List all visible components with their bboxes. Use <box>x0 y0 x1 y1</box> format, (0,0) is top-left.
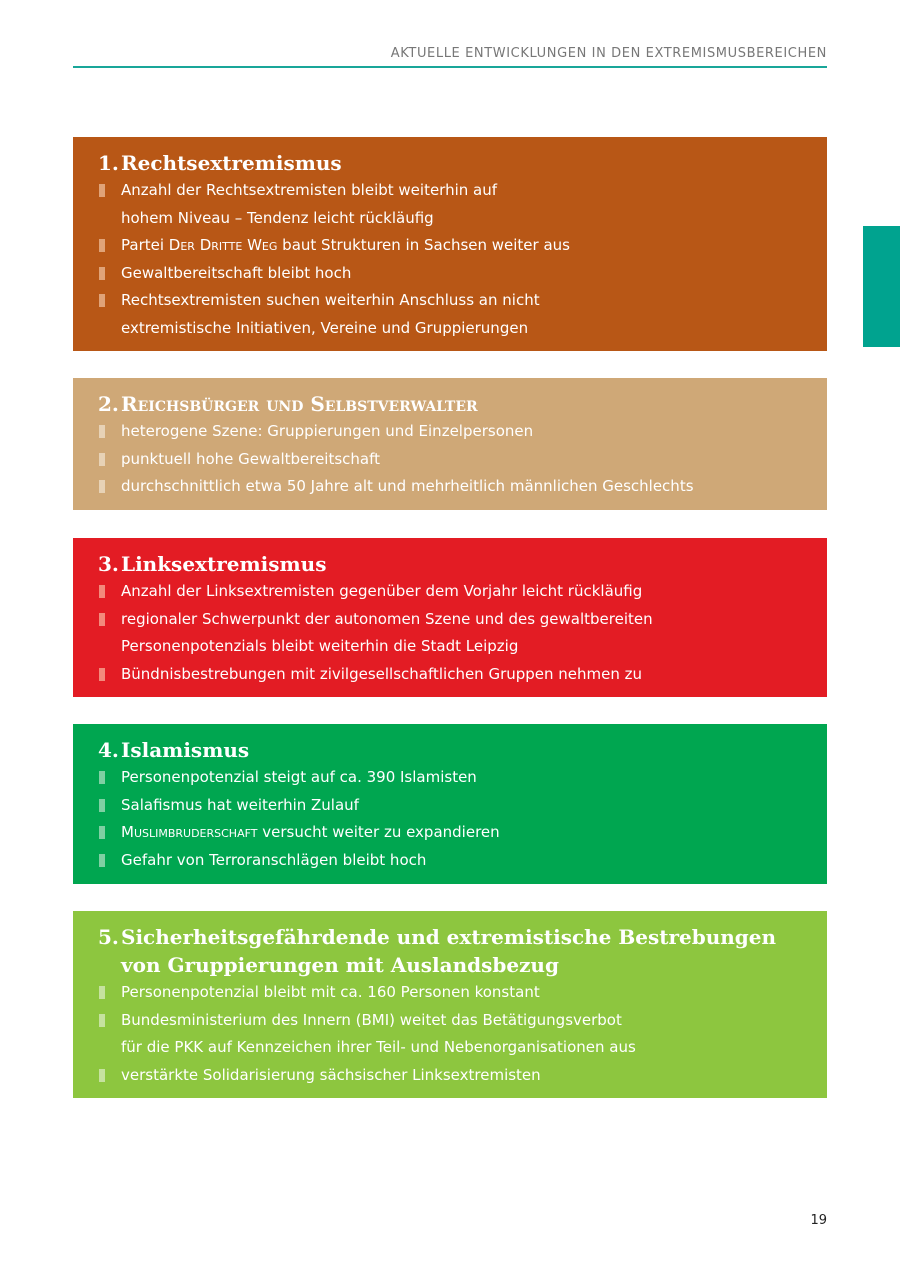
chapter-side-tab <box>863 226 900 347</box>
section-reichsbuerger <box>73 378 827 510</box>
list-item <box>98 661 807 689</box>
list-item <box>98 232 807 260</box>
bullet-icon <box>99 1014 105 1027</box>
list-item <box>98 1007 807 1062</box>
item-line: Muslimbruderschaft versucht weiter zu expandieren <box>121 823 500 841</box>
list-item <box>98 177 807 232</box>
list-item <box>98 1062 807 1090</box>
section-linksextremismus <box>73 538 827 697</box>
list-item <box>98 578 807 606</box>
bullet-icon <box>99 294 105 307</box>
section-heading: Reichsbürger und Selbstverwalter <box>121 392 478 416</box>
bullet-icon <box>99 613 105 626</box>
item-line: extremistische Initiativen, Vereine und Gruppierungen <box>121 318 529 337</box>
bullet-icon <box>99 184 105 197</box>
section-number: 5. <box>98 925 119 949</box>
page-header <box>73 44 827 68</box>
section-heading-line: Sicherheitsgefährdende und extremistische Bestrebungen <box>121 925 777 949</box>
section-heading: Rechtsextremismus <box>121 151 342 175</box>
bullet-icon <box>99 668 105 681</box>
item-line: Gewaltbereitschaft bleibt hoch <box>121 263 352 282</box>
section-heading-line: von Gruppierungen mit Auslandsbezug <box>121 953 559 977</box>
section-number: 2. <box>98 392 119 416</box>
bullet-icon <box>99 239 105 252</box>
item-line: Gefahr von Terroranschlägen bleibt hoch <box>121 850 427 869</box>
item-line: punktuell hohe Gewaltbereitschaft <box>121 449 381 468</box>
section-title <box>98 923 807 979</box>
list-item <box>98 792 807 820</box>
bullet-icon <box>99 986 105 999</box>
item-line: Salafismus hat weiterhin Zulauf <box>121 795 359 814</box>
section-heading: Linksextremismus <box>121 552 327 576</box>
list-item <box>98 260 807 288</box>
bullet-icon <box>99 1069 105 1082</box>
item-line: verstärkte Solidarisierung sächsischer Linksextremisten <box>121 1065 541 1084</box>
item-line: regionaler Schwerpunkt der autonomen Szene und des gewaltbereiten <box>121 609 653 628</box>
bullet-icon <box>99 480 105 493</box>
list-item <box>98 418 807 446</box>
item-line: heterogene Szene: Gruppierungen und Einzelpersonen <box>121 422 534 440</box>
section-islamismus <box>73 724 827 884</box>
list-item <box>98 446 807 474</box>
section-title <box>98 149 807 177</box>
bullet-icon <box>99 854 105 867</box>
section-number: 1. <box>98 151 119 175</box>
running-header-title: AKTUELLE ENTWICKLUNGEN IN DEN EXTREMISMUSBEREICHEN <box>390 46 827 61</box>
item-line: Personenpotenzial bleibt mit ca. 160 Personen konstant <box>121 983 540 1001</box>
item-line: hohem Niveau – Tendenz leicht rückläufig <box>121 208 434 227</box>
item-line: Personenpotenzials bleibt weiterhin die Stadt Leipzig <box>121 637 519 655</box>
bullet-icon <box>99 453 105 466</box>
item-line: Partei Der Dritte Weg baut Strukturen in Sachsen weiter aus <box>121 236 570 254</box>
item-line: für die PKK auf Kennzeichen ihrer Teil- und Nebenorganisationen aus <box>121 1038 636 1056</box>
section-heading: Islamismus <box>121 738 250 762</box>
bullet-icon <box>99 267 105 280</box>
list-item <box>98 979 807 1007</box>
list-item <box>98 819 807 847</box>
bullet-icon <box>99 425 105 438</box>
page-number: 19 <box>810 1213 827 1228</box>
bullet-icon <box>99 585 105 598</box>
list-item <box>98 606 807 661</box>
item-line: Bündnisbestrebungen mit zivilgesellschaftlichen Gruppen nehmen zu <box>121 664 643 683</box>
section-title <box>98 736 807 764</box>
item-line: Personenpotenzial steigt auf ca. 390 Islamisten <box>121 768 477 786</box>
section-auslandsbezug <box>73 911 827 1098</box>
section-number: 3. <box>98 552 119 576</box>
section-title <box>98 550 807 578</box>
bullet-icon <box>99 799 105 812</box>
section-rechtsextremismus <box>73 137 827 351</box>
item-line: Anzahl der Linksextremisten gegenüber dem Vorjahr leicht rückläufig <box>121 582 643 600</box>
item-line: Bundesministerium des Innern (BMI) weitet das Betätigungsverbot <box>121 1010 622 1029</box>
list-item <box>98 287 807 342</box>
item-line: Anzahl der Rechtsextremisten bleibt weiterhin auf <box>121 181 498 199</box>
list-item <box>98 764 807 792</box>
list-item <box>98 473 807 501</box>
item-line: Rechtsextremisten suchen weiterhin Anschluss an nicht <box>121 291 540 309</box>
list-item <box>98 847 807 875</box>
item-line: durchschnittlich etwa 50 Jahre alt und mehrheitlich männlichen Geschlechts <box>121 477 694 495</box>
bullet-icon <box>99 771 105 784</box>
section-title <box>98 390 807 418</box>
section-number: 4. <box>98 738 119 762</box>
bullet-icon <box>99 826 105 839</box>
